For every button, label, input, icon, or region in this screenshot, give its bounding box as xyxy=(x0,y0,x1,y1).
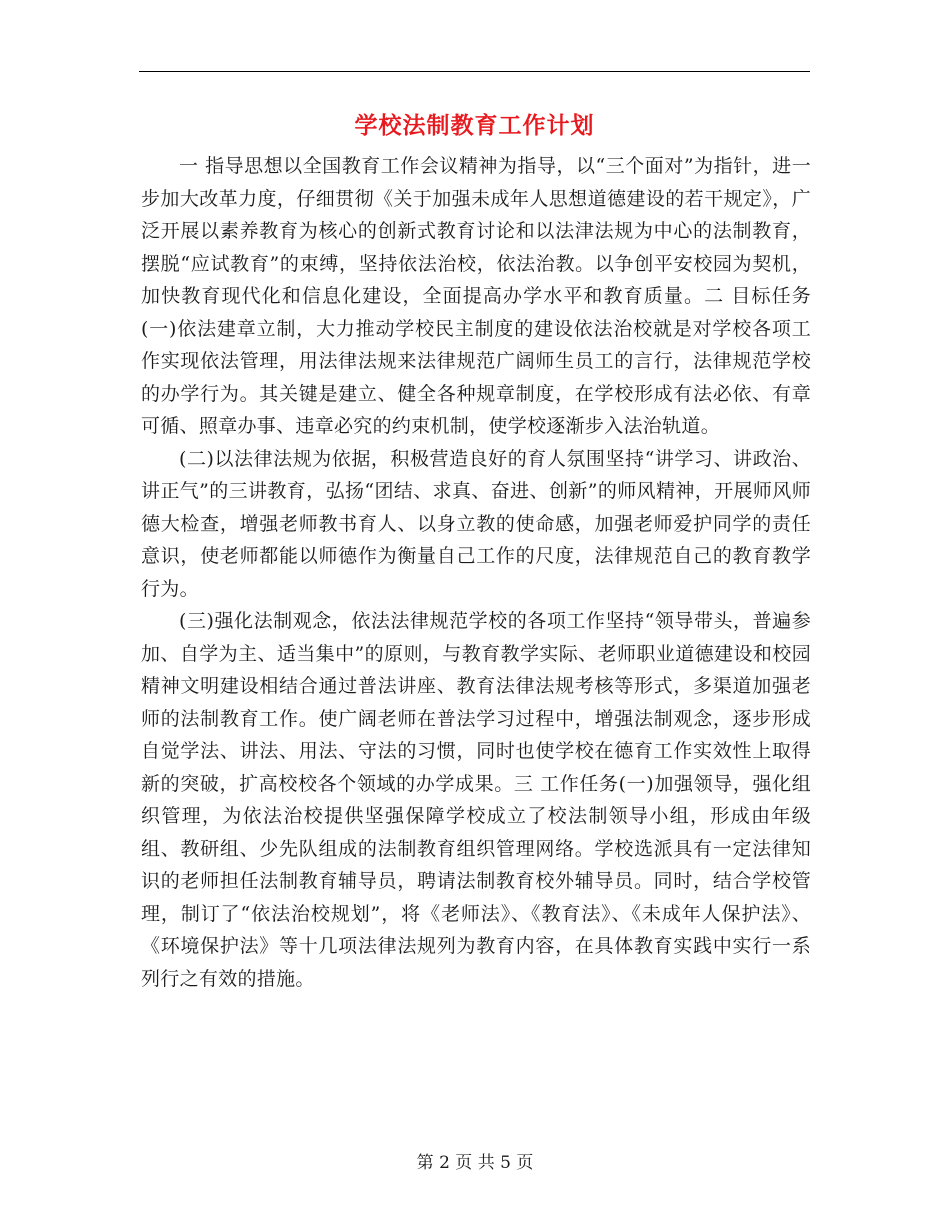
paragraph-2: (二)以法律法规为依据，积极营造良好的育人氛围坚持“讲学习、讲政治、讲正气”的三讲教育，弘扬“团结、求真、奋进、创新”的师风精神，开展师风师德大检查，增强老师教书育人、以身立教的使命感，加强老师爱护同学的责任意识，使老师都能以师德作为衡量自己工作的尺度，法律规范自己的教育教学行为。 xyxy=(141,447,811,600)
paragraph-1: 一 指导思想以全国教育工作会议精神为指导，以“三个面对”为指针，进一步加大改革力度，仔细贯彻《关于加强未成年人思想道德建设的若干规定》，广泛开展以素养教育为核心的创新式教育讨论和以法津法规为中心的法制教育，摆脱“应试教育”的束缚，坚持依法治校，依法治教。以争创平安校园为契机，加快教育现代化和信息化建设，全面提高办学水平和教育质量。二 目标任务(一)依法建章立制，大力推动学校民主制度的建设依法治校就是对学校各项工作实现依法管理，用法律法规来法律规范广阔师生员工的言行，法律规范学校的办学行为。其关键是建立、健全各种规章制度，在学校形成有法必依、有章可循、照章办事、违章必究的约束机制，使学校逐渐步入法治轨道。 xyxy=(141,155,811,437)
document-body xyxy=(141,150,811,995)
header-rule xyxy=(139,71,810,72)
page-number-footer: 第 2 页 共 5 页 xyxy=(416,1153,534,1173)
paragraph-3: (三)强化法制观念，依法法律规范学校的各项工作坚持“领导带头，普遍参加、自学为主、适当集中”的原则，与教育教学实际、老师职业道德建设和校园精神文明建设相结合通过普法讲座、教育法律法规考核等形式，多渠道加强老师的法制教育工作。使广阔老师在普法学习过程中，增强法制观念，逐步形成自觉学法、讲法、用法、守法的习惯，同时也使学校在德育工作实效性上取得新的突破，扩高校校各个领域的办学成果。三 工作任务(一)加强领导，强化组织管理，为依法治校提供坚强保障学校成立了校法制领导小组，形成由年级组、教研组、少先队组成的法制教育组织管理网络。学校选派具有一定法律知识的老师担任法制教育辅导员，聘请法制教育校外辅导员。同时，结合学校管理，制订了“依法治校规划”，将《老师法》、《教育法》、《未成年人保护法》、《环境保护法》等十几项法律法规列为教育内容，在具体教育实践中实行一系列行之有效的措施。 xyxy=(141,610,811,990)
document-title: 学校法制教育工作计划 xyxy=(354,112,595,139)
